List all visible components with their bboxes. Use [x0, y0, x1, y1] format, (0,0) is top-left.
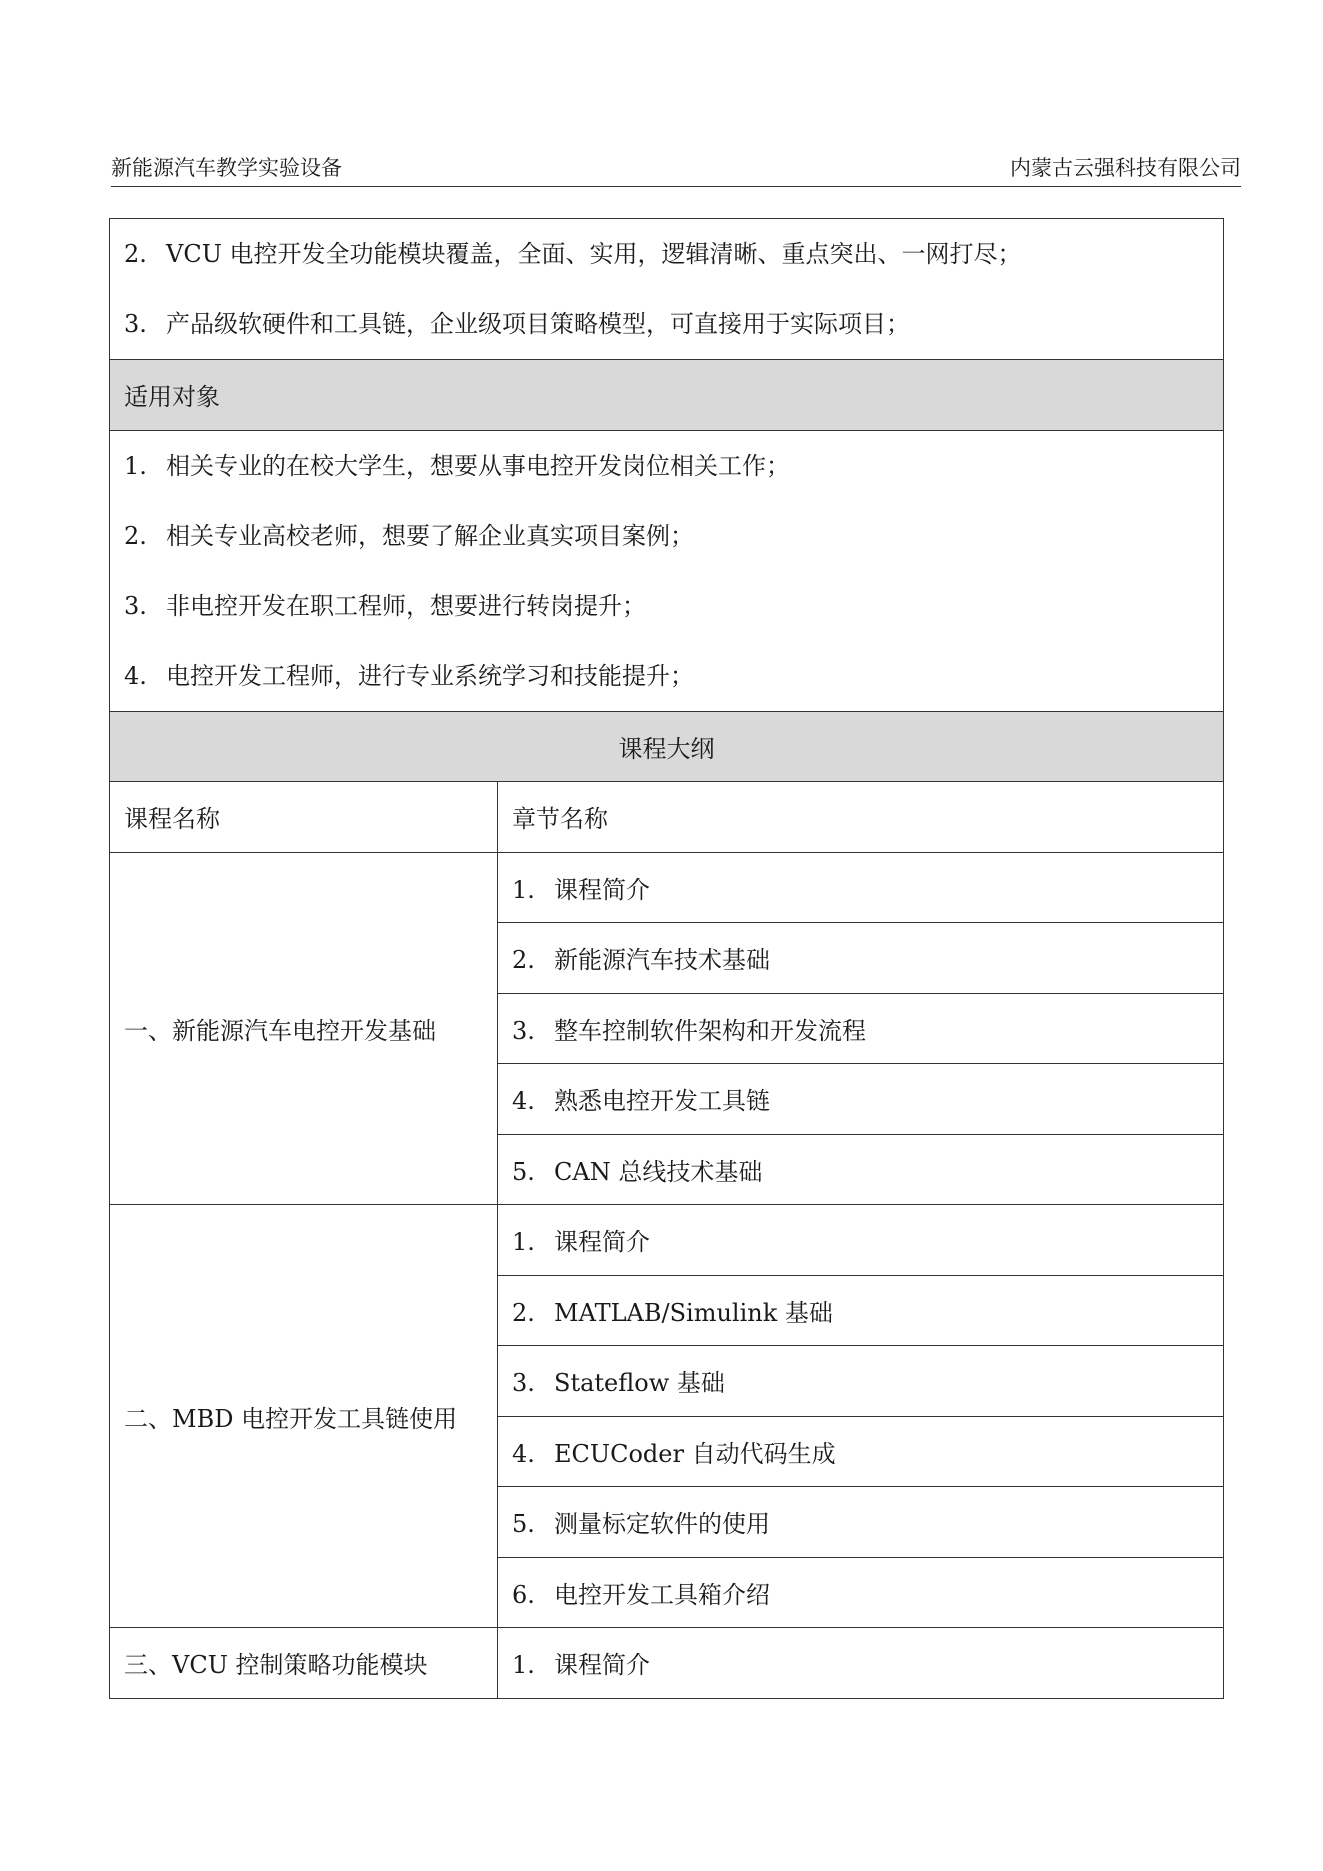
header-company-name: 内蒙古云强科技有限公司: [1010, 156, 1241, 180]
chapter-item: [498, 1205, 1224, 1276]
chapter-name-header: 章节名称: [498, 782, 1224, 853]
chapter-text: MATLAB/Simulink 基础: [554, 1298, 833, 1327]
feature-text: 产品级软硬件和工具链，企业级项目策略模型，可直接用于实际项目；: [166, 310, 910, 338]
chapter-number: 2.: [512, 946, 535, 975]
audience-title: 适用对象: [110, 360, 1224, 431]
chapter-item: [498, 1628, 1224, 1699]
feature-number: 2.: [124, 240, 147, 268]
chapter-number: 2.: [512, 1298, 535, 1327]
course-name: 三、VCU 控制策略功能模块: [110, 1628, 498, 1699]
audience-text: 相关专业的在校大学生，想要从事电控开发岗位相关工作；: [166, 451, 790, 480]
table-row: [110, 852, 1224, 923]
chapter-text: 课程简介: [554, 1651, 650, 1680]
chapter-item: [498, 1346, 1224, 1417]
chapter-number: 4.: [512, 1439, 535, 1468]
chapter-number: 5.: [512, 1510, 535, 1539]
audience-item: [110, 431, 1223, 501]
chapter-text: ECUCoder 自动代码生成: [554, 1439, 836, 1468]
feature-item: [110, 219, 1223, 289]
chapter-number: 1.: [512, 1651, 535, 1680]
audience-number: 2.: [124, 521, 147, 550]
chapter-item: [498, 1064, 1224, 1135]
chapter-text: 新能源汽车技术基础: [554, 946, 770, 975]
feature-number: 3.: [124, 310, 147, 338]
chapter-text: CAN 总线技术基础: [554, 1157, 763, 1186]
syllabus-title: 课程大纲: [110, 711, 1224, 782]
chapter-item: [498, 852, 1224, 923]
chapter-item: [498, 1134, 1224, 1205]
audience-number: 1.: [124, 451, 147, 480]
chapter-item: [498, 1557, 1224, 1628]
chapter-number: 5.: [512, 1157, 535, 1186]
audience-text: 电控开发工程师，进行专业系统学习和技能提升；: [166, 661, 694, 690]
page-header: [111, 158, 1241, 187]
chapter-number: 3.: [512, 1369, 535, 1398]
features-cell: [110, 219, 1224, 360]
table-row: [110, 1205, 1224, 1276]
audience-text: 相关专业高校老师，想要了解企业真实项目案例；: [166, 521, 694, 550]
features-row: [110, 219, 1224, 360]
audience-item: [110, 641, 1223, 711]
header-left-title: 新能源汽车教学实验设备: [111, 156, 342, 180]
chapter-text: 测量标定软件的使用: [554, 1510, 770, 1539]
column-header-row: [110, 782, 1224, 853]
audience-row: [110, 430, 1224, 711]
audience-number: 4.: [124, 661, 147, 690]
chapter-item: [498, 1416, 1224, 1487]
chapter-text: 课程简介: [554, 1228, 650, 1257]
chapter-text: 熟悉电控开发工具链: [554, 1087, 770, 1116]
chapter-text: 整车控制软件架构和开发流程: [554, 1016, 866, 1045]
chapter-text: Stateflow 基础: [554, 1369, 725, 1398]
table-row: [110, 1628, 1224, 1699]
course-name-header: 课程名称: [110, 782, 498, 853]
chapter-item: [498, 993, 1224, 1064]
audience-item: [110, 571, 1223, 641]
chapter-number: 4.: [512, 1087, 535, 1116]
chapter-item: [498, 923, 1224, 994]
chapter-text: 电控开发工具箱介绍: [554, 1580, 770, 1609]
audience-text: 非电控开发在职工程师，想要进行转岗提升；: [166, 591, 646, 620]
chapter-text: 课程简介: [554, 875, 650, 904]
audience-item: [110, 501, 1223, 571]
feature-item: [110, 289, 1223, 359]
course-name: 一、新能源汽车电控开发基础: [110, 852, 498, 1205]
feature-text: VCU 电控开发全功能模块覆盖，全面、实用，逻辑清晰、重点突出、一网打尽；: [166, 240, 1022, 268]
course-table: [109, 218, 1224, 1699]
course-name: 二、MBD 电控开发工具链使用: [110, 1205, 498, 1628]
chapter-item: [498, 1487, 1224, 1558]
chapter-number: 3.: [512, 1016, 535, 1045]
audience-cell: [110, 430, 1224, 711]
chapter-item: [498, 1275, 1224, 1346]
chapter-number: 6.: [512, 1580, 535, 1609]
syllabus-header-row: [110, 711, 1224, 782]
chapter-number: 1.: [512, 1228, 535, 1257]
audience-header-row: [110, 360, 1224, 431]
chapter-number: 1.: [512, 875, 535, 904]
audience-number: 3.: [124, 591, 147, 620]
